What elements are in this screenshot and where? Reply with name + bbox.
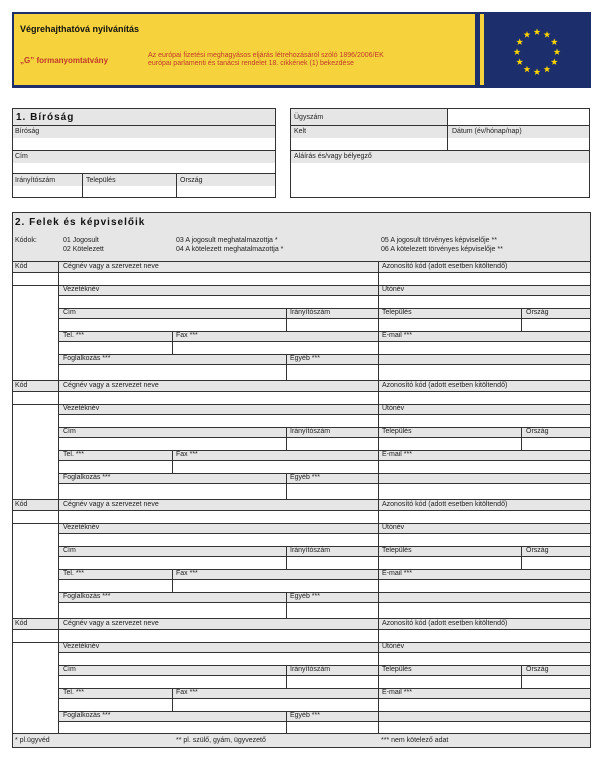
party-3-postcode-label: Irányítószám (290, 547, 331, 554)
party-1-other-label: Egyéb *** (290, 355, 320, 362)
eu-star-icon (544, 66, 551, 73)
party-1-email-field[interactable] (379, 342, 590, 354)
party-2-phone-label: Tel. *** (63, 451, 85, 458)
regulation-reference-1: Az európai fizetési meghagyásos eljárás létrehozásáról szóló 1896/2006/EK (148, 52, 384, 59)
party-4-occupation-label: Foglalkozás *** (63, 712, 111, 719)
eu-star-icon (534, 28, 541, 35)
party-2-id-label: Azonosító kód (adott esetben kitöltendő) (382, 382, 508, 389)
party-4-address-label: Cím (63, 666, 76, 673)
eu-flag-stars-icon (507, 22, 567, 82)
code-02: 02 Kötelezett (63, 246, 104, 253)
court-country-field[interactable] (177, 186, 274, 197)
party-1-company-label: Cégnév vagy a szervezet neve (63, 263, 159, 270)
party-2-email-field[interactable] (379, 461, 590, 473)
party-1-city-label: Település (382, 309, 412, 316)
party-2-company-label: Cégnév vagy a szervezet neve (63, 382, 159, 389)
party-1-postcode-field[interactable] (287, 319, 378, 331)
court-postcode-label: Irányítószám (15, 177, 56, 184)
signature-field[interactable] (291, 163, 589, 197)
party-4-code-field[interactable] (13, 630, 58, 642)
party-2-occupation-field[interactable] (59, 484, 286, 498)
party-4-fax-label: Fax *** (176, 689, 198, 696)
party-2-firstname-label: Utónév (382, 405, 405, 412)
party-4-code-label: Kód (15, 620, 28, 627)
form-name: „G” formanyomtatvány (20, 56, 109, 65)
party-4-fax-field[interactable] (173, 699, 378, 711)
party-3-code-label: Kód (15, 501, 28, 508)
party-4-country-field[interactable] (522, 676, 590, 688)
regulation-reference-2: európai parlamenti és tanácsi rendelet 18. cikkének (1) bekezdése (148, 60, 354, 67)
signature-label: Aláírás és/vagy bélyegző (294, 153, 372, 160)
court-address-field[interactable] (13, 163, 275, 173)
party-2-company-field[interactable] (59, 392, 378, 404)
code-03: 03 A jogosult meghatalmazottja * (176, 237, 278, 244)
party-1-firstname-field[interactable] (379, 296, 590, 308)
party-1-address-field[interactable] (59, 319, 286, 331)
party-3-occupation-field[interactable] (59, 603, 286, 617)
code-01: 01 Jogosult (63, 237, 99, 244)
party-1-id-field[interactable] (379, 273, 590, 285)
eu-star-icon (551, 58, 558, 65)
footnote-3: *** nem kötelező adat (381, 737, 449, 744)
party-2-city-label: Település (382, 428, 412, 435)
court-address-label: Cím (15, 153, 28, 160)
party-1-city-field[interactable] (379, 319, 521, 331)
party-3-country-field[interactable] (522, 557, 590, 569)
party-3-surname-field[interactable] (59, 534, 378, 546)
party-1-email-label: E-mail *** (382, 332, 412, 339)
party-1-other-field[interactable] (287, 365, 590, 379)
party-1-fax-field[interactable] (173, 342, 378, 354)
eu-star-icon (544, 31, 551, 38)
party-4-phone-field[interactable] (59, 699, 172, 711)
eu-star-icon (514, 48, 521, 55)
party-4-surname-field[interactable] (59, 653, 378, 665)
party-3-fax-field[interactable] (173, 580, 378, 592)
party-4-city-label: Település (382, 666, 412, 673)
eu-star-icon (524, 31, 531, 38)
party-4-postcode-field[interactable] (287, 676, 378, 688)
party-4-id-label: Azonosító kód (adott esetben kitöltendő) (382, 620, 508, 627)
party-2-country-label: Ország (526, 428, 549, 435)
party-4-address-field[interactable] (59, 676, 286, 688)
party-3-code-field[interactable] (13, 511, 58, 523)
party-4-firstname-label: Utónév (382, 643, 405, 650)
party-4-postcode-label: Irányítószám (290, 666, 331, 673)
code-05: 05 A jogosult törvényes képviselője ** (381, 237, 497, 244)
party-3-other-label: Egyéb *** (290, 593, 320, 600)
party-3-postcode-field[interactable] (287, 557, 378, 569)
party-2-email-label: E-mail *** (382, 451, 412, 458)
party-3-city-label: Település (382, 547, 412, 554)
party-1-surname-label: Vezetéknév (63, 286, 100, 293)
court-name-label: Bíróság (15, 128, 40, 135)
eu-star-icon (516, 58, 523, 65)
footnote-2: ** pl. szülő, gyám, ügyvezető (176, 737, 266, 744)
party-1-country-label: Ország (526, 309, 549, 316)
party-1-occupation-field[interactable] (59, 365, 286, 379)
party-2-code-label: Kód (15, 382, 28, 389)
party-1-code-field[interactable] (13, 273, 58, 285)
party-4-email-field[interactable] (379, 699, 590, 711)
eu-star-icon (524, 66, 531, 73)
issued-at-label: Kelt (294, 128, 307, 135)
party-4-city-field[interactable] (379, 676, 521, 688)
code-06: 06 A kötelezett törvényes képviselője ** (381, 246, 503, 253)
party-4-email-label: E-mail *** (382, 689, 412, 696)
party-2-fax-field[interactable] (173, 461, 378, 473)
party-3-firstname-label: Utónév (382, 524, 405, 531)
eu-star-icon (534, 68, 541, 75)
party-3-firstname-field[interactable] (379, 534, 590, 546)
court-postcode-field[interactable] (13, 186, 81, 197)
party-2-postcode-field[interactable] (287, 438, 378, 450)
party-3-surname-label: Vezetéknév (63, 524, 100, 531)
case-number-label: Ügyszám (294, 114, 324, 121)
party-2-occupation-label: Foglalkozás *** (63, 474, 111, 481)
party-4-surname-label: Vezetéknév (63, 643, 100, 650)
party-2-firstname-field[interactable] (379, 415, 590, 427)
party-1-phone-field[interactable] (59, 342, 172, 354)
party-1-code-label: Kód (15, 263, 28, 270)
party-3-id-field[interactable] (379, 511, 590, 523)
eu-star-icon (516, 38, 523, 45)
court-section-title: 1. Bíróság (16, 112, 75, 123)
party-2-fax-label: Fax *** (176, 451, 198, 458)
party-3-email-label: E-mail *** (382, 570, 412, 577)
party-3-city-field[interactable] (379, 557, 521, 569)
party-3-address-label: Cím (63, 547, 76, 554)
party-4-company-field[interactable] (59, 630, 378, 642)
party-2-other-field[interactable] (287, 484, 590, 498)
party-2-id-field[interactable] (379, 392, 590, 404)
party-3-phone-label: Tel. *** (63, 570, 85, 577)
party-2-country-field[interactable] (522, 438, 590, 450)
party-3-fax-label: Fax *** (176, 570, 198, 577)
party-3-id-label: Azonosító kód (adott esetben kitöltendő) (382, 501, 508, 508)
party-4-company-label: Cégnév vagy a szervezet neve (63, 620, 159, 627)
party-1-company-field[interactable] (59, 273, 378, 285)
party-2-city-field[interactable] (379, 438, 521, 450)
party-2-other-label: Egyéb *** (290, 474, 320, 481)
party-3-occupation-label: Foglalkozás *** (63, 593, 111, 600)
party-2-surname-label: Vezetéknév (63, 405, 100, 412)
footnote-1: * pl.ügyvéd (15, 737, 50, 744)
party-3-company-field[interactable] (59, 511, 378, 523)
code-04: 04 A kötelezett meghatalmazottja * (176, 246, 284, 253)
header-yellow-strip (480, 14, 484, 85)
court-city-field[interactable] (83, 186, 175, 197)
party-1-id-label: Azonosító kód (adott esetben kitöltendő) (382, 263, 508, 270)
party-4-id-field[interactable] (379, 630, 590, 642)
party-4-phone-label: Tel. *** (63, 689, 85, 696)
party-4-other-label: Egyéb *** (290, 712, 320, 719)
party-3-address-field[interactable] (59, 557, 286, 569)
party-1-country-field[interactable] (522, 319, 590, 331)
party-2-address-label: Cím (63, 428, 76, 435)
party-3-email-field[interactable] (379, 580, 590, 592)
date-label: Dátum (év/hónap/nap) (452, 128, 522, 135)
party-3-country-label: Ország (526, 547, 549, 554)
date-field[interactable] (448, 138, 589, 150)
party-4-country-label: Ország (526, 666, 549, 673)
court-city-label: Település (86, 177, 116, 184)
party-3-company-label: Cégnév vagy a szervezet neve (63, 501, 159, 508)
party-2-code-field[interactable] (13, 392, 58, 404)
court-country-label: Ország (180, 177, 203, 184)
party-3-phone-field[interactable] (59, 580, 172, 592)
party-1-postcode-label: Irányítószám (290, 309, 331, 316)
case-number-field[interactable] (448, 109, 589, 125)
party-2-address-field[interactable] (59, 438, 286, 450)
party-2-postcode-label: Irányítószám (290, 428, 331, 435)
party-3-other-field[interactable] (287, 603, 590, 617)
issued-at-field[interactable] (291, 138, 446, 150)
form-title: Végrehajthatóvá nyilvánítás (20, 24, 140, 34)
party-1-phone-label: Tel. *** (63, 332, 85, 339)
court-name-field[interactable] (13, 138, 275, 150)
party-1-occupation-label: Foglalkozás *** (63, 355, 111, 362)
party-2-phone-field[interactable] (59, 461, 172, 473)
party-1-firstname-label: Utónév (382, 286, 405, 293)
party-1-fax-label: Fax *** (176, 332, 198, 339)
party-4-firstname-field[interactable] (379, 653, 590, 665)
party-2-surname-field[interactable] (59, 415, 378, 427)
codes-label: Kódok: (15, 237, 37, 244)
party-1-address-label: Cím (63, 309, 76, 316)
party-1-surname-field[interactable] (59, 296, 378, 308)
eu-star-icon (554, 48, 561, 55)
eu-star-icon (551, 38, 558, 45)
parties-section-title: 2. Felek és képviselőik (15, 217, 146, 228)
